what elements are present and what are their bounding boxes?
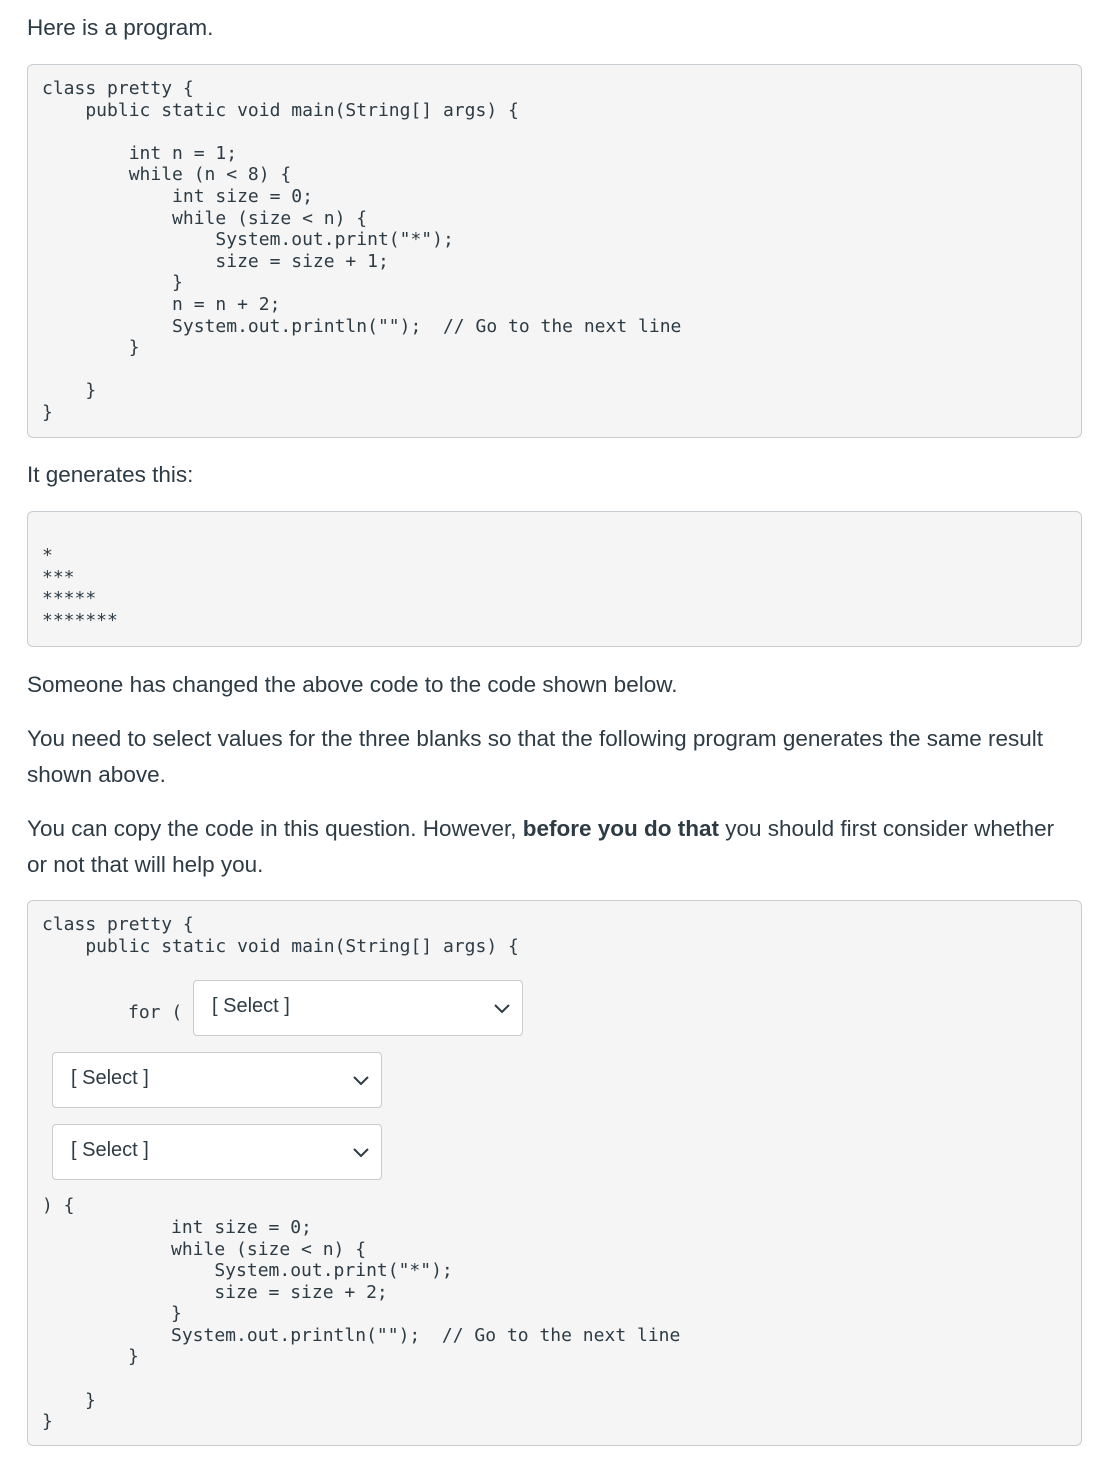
code-line: public static void main(String[] args) { xyxy=(42,99,519,121)
modified-code-header: class pretty { public static void main(String[] args) { xyxy=(42,914,519,957)
generates-text: It generates this: xyxy=(27,462,194,487)
method-close-brace: } xyxy=(85,1390,96,1411)
code-line: size = size + 1; xyxy=(42,250,389,272)
select-blank-2[interactable] xyxy=(52,1052,382,1108)
output-block xyxy=(27,511,1082,647)
modified-code-block xyxy=(27,900,1082,1446)
code-line: ******* xyxy=(42,609,118,631)
select-blank-3[interactable] xyxy=(52,1124,382,1180)
chevron-down-icon xyxy=(351,1071,371,1091)
changed-text: Someone has changed the above code to the code shown below. xyxy=(27,672,678,697)
select-blank-2-label: [ Select ] xyxy=(71,1067,149,1089)
copy-note xyxy=(27,811,1067,883)
chevron-down-icon xyxy=(351,1143,371,1163)
code-line: } xyxy=(42,380,97,402)
code-line: while (size < n) { xyxy=(42,207,368,229)
code-line: int n = 1; xyxy=(42,142,238,164)
code-line: int size = 0; xyxy=(42,185,313,207)
modified-code-body: int size = 0; while (size < n) { System.out.print("*"); size = size + 2; } System.out.println(""); // Go to the next line xyxy=(171,1217,681,1346)
copy-note-bold: before you do that xyxy=(522,816,719,841)
code-line: ***** xyxy=(42,588,97,610)
chevron-down-icon xyxy=(492,999,512,1019)
code-line: n = n + 2; xyxy=(42,293,281,315)
for-close-paren: ) { xyxy=(42,1195,75,1216)
select-instructions: You need to select values for the three blanks so that the following program generates the same result shown above. xyxy=(27,726,1044,787)
original-code xyxy=(42,78,681,424)
code-line: class pretty { xyxy=(42,78,194,99)
class-close-brace: } xyxy=(42,1411,53,1432)
copy-note-end: you should first consider whether or not that will help you. xyxy=(27,816,1055,877)
code-line: } xyxy=(42,337,140,359)
select-blank-3-label: [ Select ] xyxy=(71,1139,149,1161)
original-code-block xyxy=(27,64,1082,438)
copy-note-start: You can copy the code in this question. However, xyxy=(27,816,523,841)
code-line: } xyxy=(42,272,183,294)
select-blank-1[interactable] xyxy=(193,980,523,1036)
code-line: * xyxy=(42,545,53,566)
code-line: } xyxy=(42,401,53,423)
code-line: System.out.println(""); // Go to the next line xyxy=(42,315,682,337)
program-output xyxy=(42,545,118,631)
code-line: System.out.print("*"); xyxy=(42,229,454,251)
for-close-brace: } xyxy=(128,1346,139,1367)
intro-text: Here is a program. xyxy=(27,15,214,40)
code-line: while (n < 8) { xyxy=(42,164,292,186)
select-blank-1-label: [ Select ] xyxy=(212,995,290,1017)
for-keyword: for ( xyxy=(128,1002,183,1023)
code-line: *** xyxy=(42,566,75,588)
